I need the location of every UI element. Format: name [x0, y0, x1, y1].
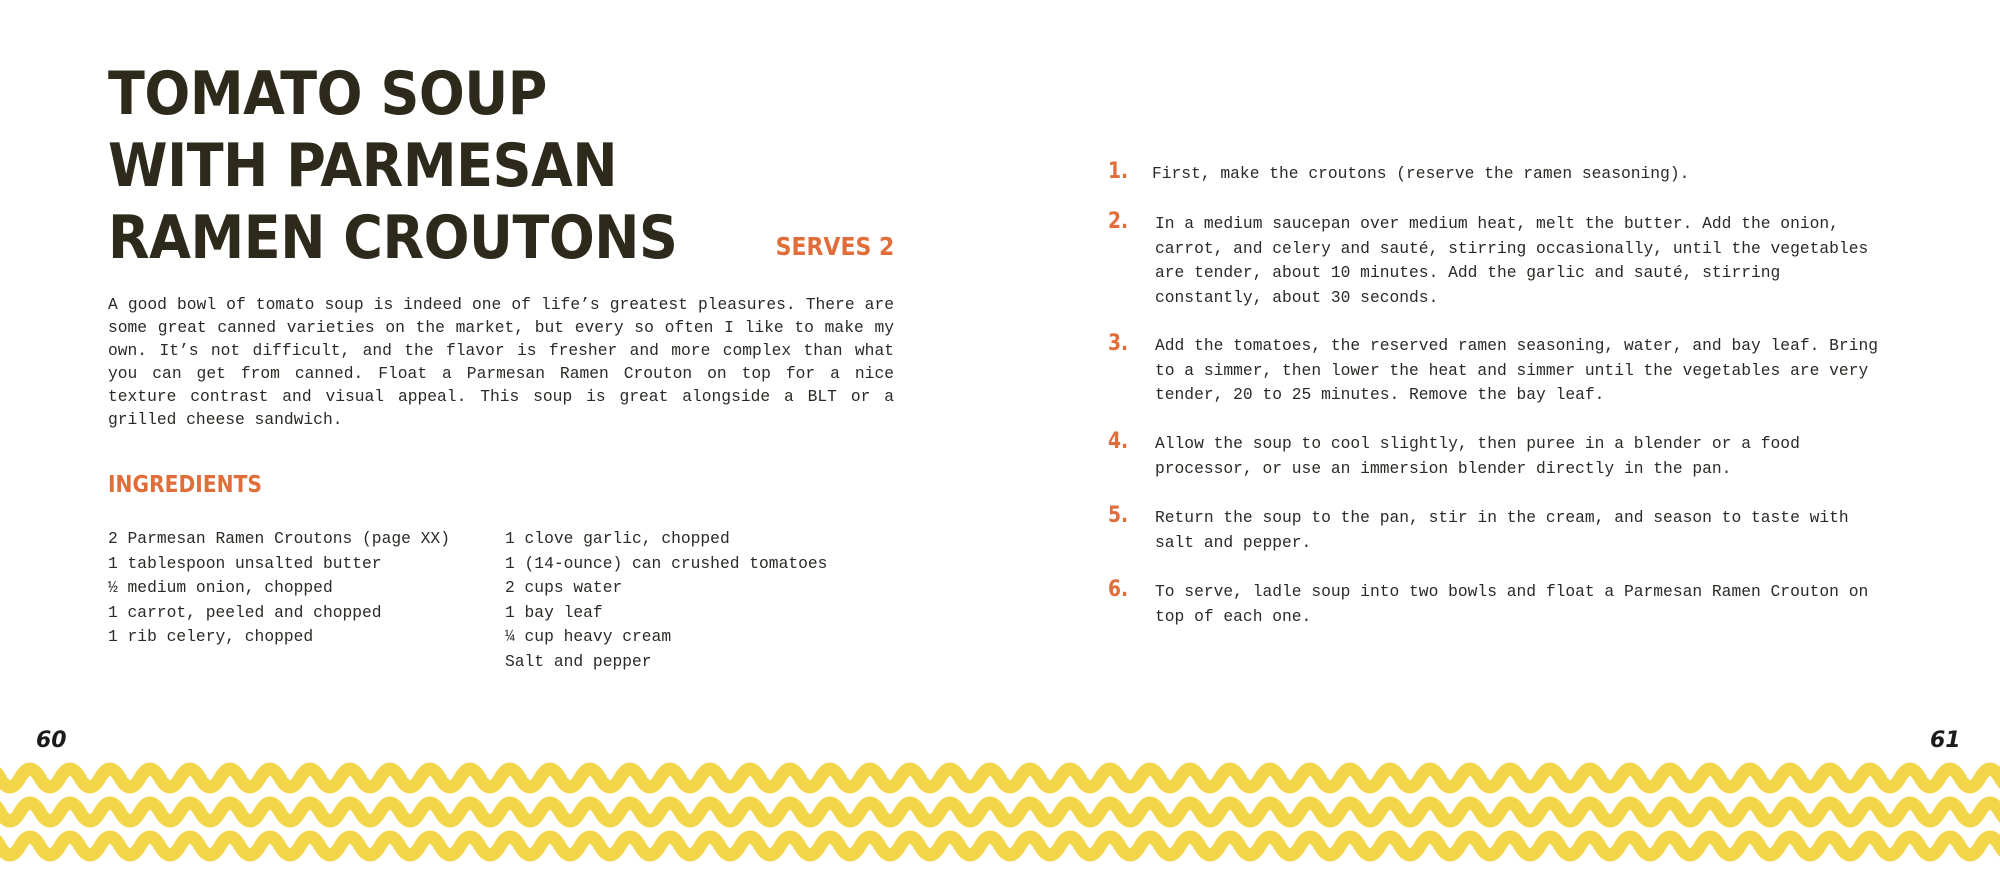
recipe-title: [108, 58, 678, 274]
noodle-wave-decoration: [0, 760, 2000, 875]
ingredient-item: ¼ cup heavy cream: [505, 627, 672, 646]
step-number: 3.: [1108, 331, 1129, 356]
title-line-3: RAMEN CROUTONS: [108, 203, 678, 273]
step-text: Return the soup to the pan, stir in the cream, and season to taste with salt and pepper.: [1155, 508, 1849, 552]
recipe-intro: A good bowl of tomato soup is indeed one of life’s greatest pleasures. There are some great canned varieties on the market, but every so often I like to make my own. It’s not difficult, and the flavor is fresher and more complex than what you can get from canned. Float a Parmesan Ramen Crouton on top for a nice texture contrast and visual appeal. This soup is great alongside a BLT or a grilled cheese sandwich.: [108, 295, 894, 429]
step-text: To serve, ladle soup into two bowls and float a Parmesan Ramen Crouton on top of each one.: [1155, 582, 1869, 626]
ingredient-item: 1 rib celery, chopped: [108, 627, 314, 646]
step-number: 1.: [1108, 159, 1129, 184]
noodle-wave-3: [0, 837, 2000, 855]
noodle-wave-2: [0, 803, 2000, 821]
ingredient-item: ½ medium onion, chopped: [108, 578, 333, 597]
ingredients-column-2: [505, 527, 885, 674]
step-number: 2.: [1108, 209, 1129, 234]
ingredients-heading: INGREDIENTS: [108, 472, 262, 498]
ingredients-column-1: [108, 527, 488, 650]
page-number-left: 60: [36, 728, 67, 753]
ingredient-item: 2 cups water: [505, 578, 623, 597]
page-number-right: 61: [1930, 728, 1961, 753]
step-number: 5.: [1108, 503, 1129, 528]
ingredient-item: 1 (14-ounce) can crushed tomatoes: [505, 553, 828, 573]
step-text: First, make the croutons (reserve the ramen seasoning).: [1152, 164, 1690, 183]
title-line-2: WITH PARMESAN: [108, 131, 618, 201]
ingredient-item: 1 tablespoon unsalted butter: [108, 553, 382, 573]
ingredient-item: 1 carrot, peeled and chopped: [108, 602, 382, 622]
noodle-wave-1: [0, 769, 2000, 787]
serves-label: SERVES 2: [775, 232, 895, 261]
ingredient-item: 2 Parmesan Ramen Croutons (page XX): [108, 529, 450, 548]
step-number: 4.: [1108, 429, 1129, 454]
ingredient-item: 1 clove garlic, chopped: [505, 529, 730, 548]
ingredient-item: Salt and pepper: [505, 651, 652, 671]
step-text: Add the tomatoes, the reserved ramen seasoning, water, and bay leaf. Bring to a simmer, then lower the heat and simmer until the vegetables are very tender, 20 to 25 minutes. Remove the bay leaf.: [1155, 336, 1879, 404]
title-line-1: TOMATO SOUP: [108, 59, 547, 129]
step-number: 6.: [1108, 577, 1129, 602]
step-text: Allow the soup to cool slightly, then puree in a blender or a food processor, or use an immersion blender directly in the pan.: [1155, 434, 1800, 478]
ingredient-item: 1 bay leaf: [505, 602, 603, 622]
step-text: In a medium saucepan over medium heat, melt the butter. Add the onion, carrot, and celery and sauté, stirring occasionally, until the vegetables are tender, about 10 minutes. Add the garlic and sauté, stirring constantly, about 30 seconds.: [1155, 214, 1869, 307]
